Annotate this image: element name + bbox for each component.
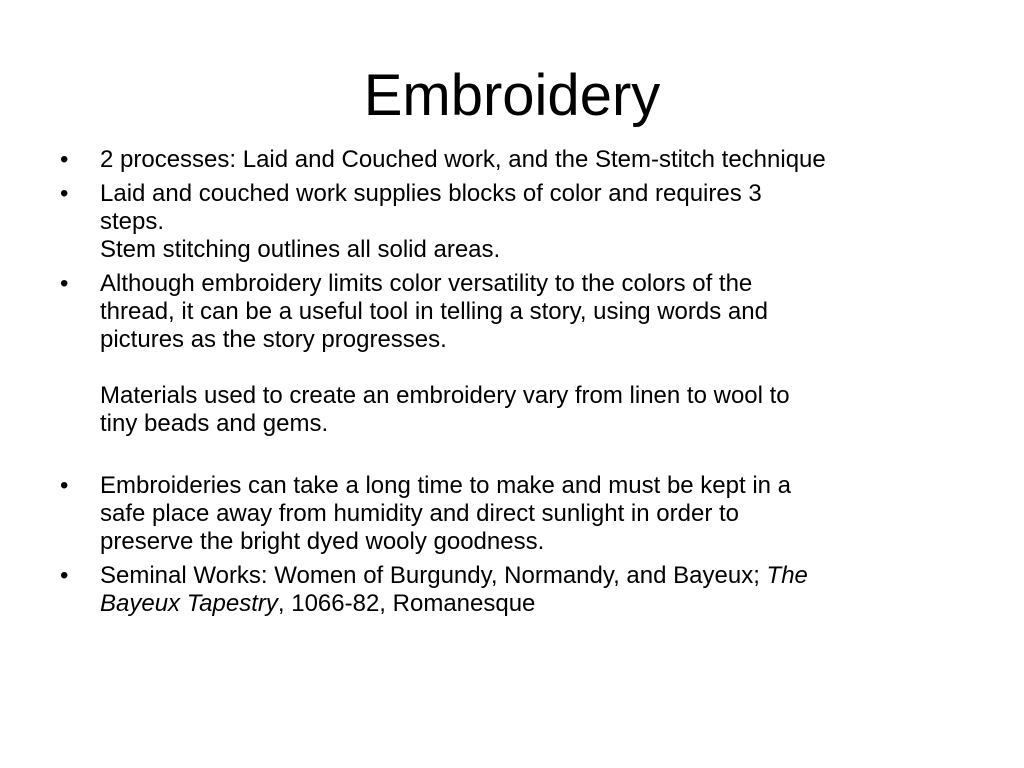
bullet-text: steps. [100,208,165,235]
bullet-text: pictures as the story progresses. [100,326,447,353]
bullet-list [56,146,976,624]
bullet-text: preserve the bright dyed wooly goodness. [100,528,545,555]
paragraph-spacer [100,354,976,382]
bullet-text: safe place away from humidity and direct sunlight in order to [100,500,739,527]
bullet-text: Seminal Works: Women of Burgundy, Normandy, and Bayeux; [100,562,767,589]
bullet-text: , 1066-82, Romanesque [277,590,536,617]
bullet-icon: • [60,146,69,173]
bullet-text-line [100,562,976,590]
bullet-text: 2 processes: Laid and Couched work, and the Stem-stitch technique [100,146,826,173]
bullet-text-line [100,590,976,618]
bullet-item-processes [56,146,976,174]
bullet-text: Embroideries can take a long time to make and must be kept in a [100,472,792,499]
bullet-text: tiny beads and gems. [100,410,329,437]
bullet-text: Although embroidery limits color versatility to the colors of the [100,270,753,297]
bullet-item-preservation [56,472,976,556]
bullet-text: Materials used to create an embroidery vary from linen to wool to [100,382,790,409]
bullet-item-color-versatility [56,270,976,438]
bullet-text: thread, it can be a useful tool in telling a story, using words and [100,298,768,325]
bullet-text: Laid and couched work supplies blocks of color and requires 3 [100,180,762,207]
bullet-icon: • [60,180,69,207]
bullet-icon: • [60,472,69,499]
slide-title: Embroidery [363,63,661,128]
bullet-item-seminal-works [56,562,976,618]
artwork-title-text: The [766,562,808,589]
artwork-title-text: Bayeux Tapestry [100,590,278,617]
bullet-icon: • [60,562,69,589]
bullet-icon: • [60,270,69,297]
bullet-text: Stem stitching outlines all solid areas. [100,236,501,263]
bullet-item-laid-couched [56,180,976,264]
